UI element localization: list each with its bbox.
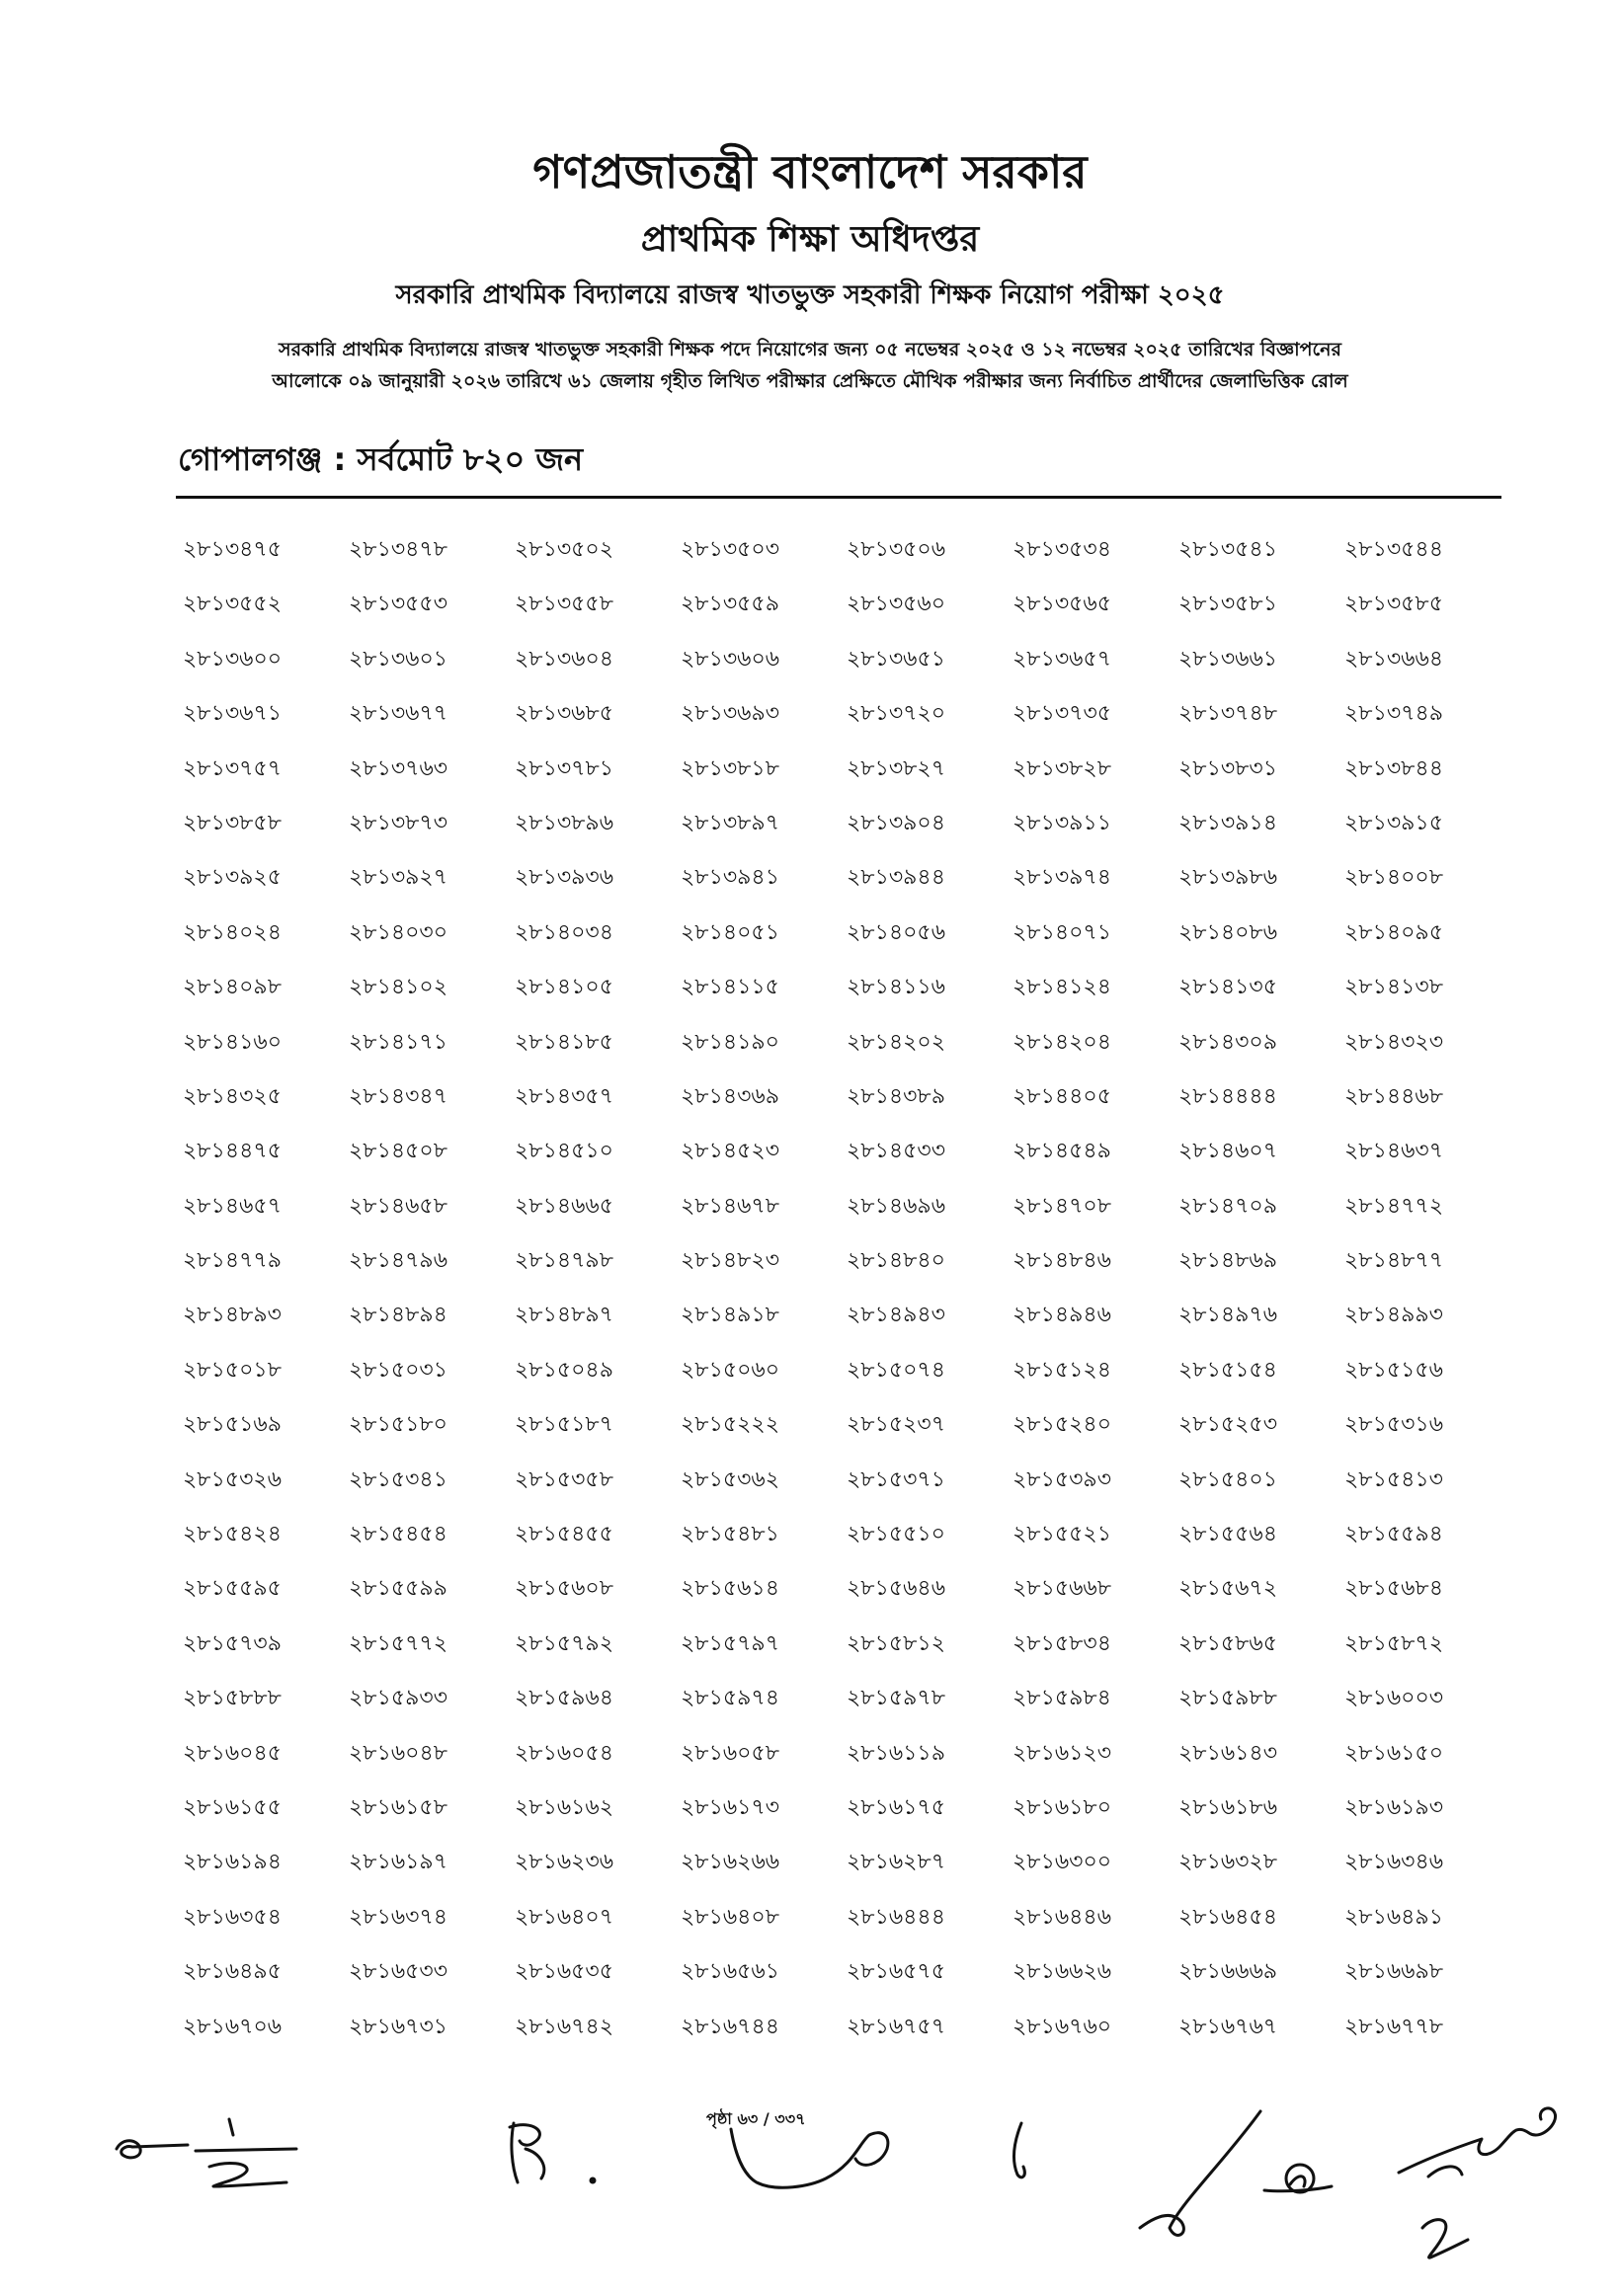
- roll-number: ২৮১৩৭৩৫: [1012, 701, 1112, 727]
- roll-number: ২৮১৪৮৬৯: [1178, 1248, 1277, 1274]
- roll-number: ২৮১৬৪৫৪: [1178, 1904, 1277, 1930]
- roll-number: ২৮১৪৯১৮: [681, 1303, 779, 1328]
- roll-number: ২৮১৫১৫৬: [1344, 1357, 1443, 1383]
- department-title: প্রাথমিক শিক্ষা অধিদপ্তর: [640, 219, 980, 260]
- roll-number: ২৮১৩৯১৪: [1178, 810, 1277, 835]
- roll-number: ২৮১৫১৮০: [349, 1412, 447, 1438]
- roll-number: ২৮১৬৩০০: [1012, 1850, 1112, 1875]
- roll-number-grid: [183, 536, 1506, 2068]
- roll-number: ২৮১৩৫৮১: [1178, 592, 1277, 617]
- roll-number: ২৮১৩৮২৮: [1012, 755, 1112, 781]
- roll-number: ২৮১৩৫৫২: [183, 592, 283, 617]
- roll-number: ২৮১৩৯১৫: [1344, 810, 1443, 835]
- roll-number: ২৮১৬৫৩৫: [515, 1959, 614, 1985]
- roll-number: ২৮১৪৪০৫: [1012, 1083, 1111, 1109]
- roll-number: ২৮১৪১১৫: [681, 975, 779, 1000]
- roll-number: ২৮১৩৫৮৫: [1344, 592, 1443, 617]
- roll-number: ২৮১৫৮৮৮: [183, 1686, 282, 1711]
- roll-number: ২৮১৬৪৪৬: [1012, 1904, 1112, 1930]
- roll-number: ২৮১৬৫৬১: [681, 1959, 780, 1985]
- roll-number: ২৮১৪৬৫৮: [349, 1193, 447, 1219]
- roll-number: ২৮১৫৪১৩: [1344, 1466, 1443, 1492]
- roll-number: ২৮১৪৩২৩: [1344, 1029, 1444, 1055]
- roll-number: ২৮১৫১৬৯: [183, 1412, 282, 1438]
- roll-number: ২৮১৫৩৬২: [681, 1466, 780, 1492]
- roll-number: ২৮১৬১৮৬: [1178, 1794, 1278, 1820]
- roll-number: ২৮১৬৪৯১: [1344, 1904, 1443, 1930]
- signature-2: [510, 2123, 595, 2182]
- roll-number: ২৮১৪৭৭৯: [183, 1248, 283, 1274]
- roll-number: ২৮১৬১৬২: [515, 1794, 614, 1820]
- roll-number: ২৮১৩৯৪৪: [847, 865, 945, 891]
- roll-number: ২৮১৫৯৭৮: [847, 1686, 945, 1711]
- roll-number: ২৮১৪১৭১: [349, 1029, 447, 1055]
- roll-number: ২৮১৪৭০৯: [1178, 1193, 1278, 1219]
- roll-number: ২৮১৩৫৬০: [847, 592, 946, 617]
- roll-number: ২৮১৫২২২: [681, 1412, 780, 1438]
- roll-number: ২৮১৬০৫৮: [681, 1740, 780, 1766]
- roll-number: ২৮১৬০৫৪: [515, 1740, 614, 1766]
- roll-number: ২৮১৬০৪৫: [183, 1740, 283, 1766]
- notice-line-1: সরকারি প্রাথমিক বিদ্যালয়ে রাজস্ব খাতভুক্ত সহকারী শিক্ষক পদে নিয়োগের জন্য ০৫ নভেম্বর ২০২৫ ও ১২ নভেম্বর ২০২৫ তারিখের বিজ্ঞাপনের: [279, 339, 1341, 360]
- roll-number: ২৮১৪৮৪৬: [1012, 1248, 1111, 1274]
- roll-number: ২৮১৬৩৭৪: [349, 1904, 448, 1930]
- roll-number: ২৮১৫৭৯২: [515, 1630, 614, 1656]
- roll-number: ২৮১৫৩৭১: [847, 1466, 946, 1492]
- roll-number: ২৮১৪৭০৮: [1012, 1193, 1112, 1219]
- roll-number: ২৮১৪১০২: [349, 975, 448, 1000]
- roll-number: ২৮১৫৫৯৪: [1344, 1522, 1443, 1547]
- roll-number: ২৮১৪০৯৮: [183, 975, 282, 1000]
- roll-number: ২৮১৪০৩০: [349, 919, 448, 945]
- roll-number: ২৮১৬৪০৭: [515, 1904, 614, 1930]
- roll-number: ২৮১৬১৫৫: [183, 1794, 282, 1820]
- roll-number: ২৮১৫৬৪৬: [847, 1576, 946, 1602]
- roll-number: ২৮১৩৭৪৯: [1344, 701, 1444, 727]
- notice-line-2: আলোকে ০৯ জানুয়ারী ২০২৬ তারিখে ৬১ জেলায় গৃহীত লিখিত পরীক্ষার প্রেক্ষিতে মৌখিক পরীক্ষার জন্য নির্বাচিত প্রার্থীদের জেলাভিত্তিক রোল: [272, 370, 1348, 392]
- roll-number: ২৮১৩৫৪৪: [1344, 537, 1443, 562]
- roll-number: ২৮১৬১৫৮: [349, 1794, 447, 1820]
- roll-number: ২৮১৩৬৮৫: [515, 701, 614, 727]
- roll-number: ২৮১৪৭৭২: [1344, 1193, 1444, 1219]
- roll-number: ২৮১৪১৩৫: [1178, 975, 1277, 1000]
- roll-number: ২৮১৫৩৫৮: [515, 1466, 613, 1492]
- roll-number: ২৮১৫৫১০: [847, 1522, 945, 1547]
- roll-number: ২৮১৫৩৯৩: [1012, 1466, 1112, 1492]
- roll-number: ২৮১৪০৫৬: [847, 919, 946, 945]
- roll-number: ২৮১৪৫২৩: [681, 1139, 780, 1164]
- roll-number: ২৮১৪১১৬: [847, 975, 945, 1000]
- roll-number: ২৮১৩৬৬১: [1178, 646, 1278, 672]
- roll-number: ২৮১৫৮৭২: [1344, 1630, 1444, 1656]
- roll-number: ২৮১৬১৭৫: [847, 1794, 946, 1820]
- roll-number: ২৮১৪৯৪৬: [1012, 1303, 1111, 1328]
- roll-number: ২৮১৩৯৮৬: [1178, 865, 1278, 891]
- roll-number: ২৮১৩৭৮১: [515, 755, 614, 781]
- roll-number: ২৮১৫৩২৬: [183, 1466, 283, 1492]
- roll-number: ২৮১৪৭৯৮: [515, 1248, 613, 1274]
- roll-number: ২৮১৩৯২৫: [183, 865, 283, 891]
- roll-number: ২৮১৬৩৪৬: [1344, 1850, 1444, 1875]
- roll-number: ২৮১৫২৪০: [1012, 1412, 1112, 1438]
- roll-number: ২৮১৪৩৫৭: [515, 1083, 614, 1109]
- roll-number: ২৮১৫৯৮৮: [1178, 1686, 1277, 1711]
- signature-3: [731, 2129, 888, 2187]
- roll-number: ২৮১৪১৮৫: [515, 1029, 613, 1055]
- roll-number: ২৮১৫৯৮৪: [1012, 1686, 1111, 1711]
- roll-number: ২৮১৪০৮৬: [1178, 919, 1278, 945]
- roll-number: ২৮১৪৯৯৩: [1344, 1303, 1443, 1328]
- roll-number: ২৮১৬৬৬৯: [1178, 1959, 1278, 1985]
- roll-number: ২৮১৫৩১৬: [1344, 1412, 1444, 1438]
- roll-number: ২৮১৪১৩৮: [1344, 975, 1443, 1000]
- roll-number: ২৮১৪৫৩৩: [847, 1139, 946, 1164]
- roll-number: ২৮১৪৬৯৬: [847, 1193, 946, 1219]
- roll-number: ২৮১৩৫০৬: [847, 537, 946, 562]
- roll-number: ২৮১৪৯৭৬: [1178, 1303, 1278, 1328]
- roll-number: ২৮১৩৬০০: [183, 646, 283, 672]
- roll-number: ২৮১৬৫৭৫: [847, 1959, 946, 1985]
- roll-number: ২৮১৩৫৫৯: [681, 592, 779, 617]
- roll-number: ২৮১৫১২৪: [1012, 1357, 1111, 1383]
- roll-number: ২৮১৩৭২০: [847, 701, 946, 727]
- roll-number: ২৮১৬৭৬৭: [1178, 2014, 1278, 2039]
- roll-number: ২৮১৫৭৭২: [349, 1630, 448, 1656]
- roll-number: ২৮১৩৫০৩: [681, 537, 780, 562]
- roll-number: ২৮১৪২০৪: [1012, 1029, 1112, 1055]
- roll-number: ২৮১৪৮৪০: [847, 1248, 945, 1274]
- roll-number: ২৮১৫৩৪১: [349, 1466, 447, 1492]
- roll-number: ২৮১৩৬৭১: [183, 701, 283, 727]
- signature-1: [117, 2119, 296, 2186]
- roll-number: ২৮১৩৬০১: [349, 646, 448, 672]
- roll-number: ২৮১৩৮৯৭: [681, 810, 780, 835]
- roll-number: ২৮১৬৪৯৫: [183, 1959, 282, 1985]
- roll-number: ২৮১৪৪৪৪: [1178, 1083, 1277, 1109]
- roll-number: ২৮১৪৯৪৩: [847, 1303, 945, 1328]
- roll-number: ২৮১৩৫৪১: [1178, 537, 1277, 562]
- roll-number: ২৮১৪১৬০: [183, 1029, 283, 1055]
- roll-number: ২৮১৪৩৮৯: [847, 1083, 945, 1109]
- roll-number: ২৮১৪৮৯৭: [515, 1303, 613, 1328]
- roll-number: ২৮১৪১৯০: [681, 1029, 779, 1055]
- roll-number: ২৮১৩৮৫৮: [183, 810, 282, 835]
- roll-number: ২৮১৬১২৩: [1012, 1740, 1112, 1766]
- roll-number: ২৮১৫৮৬৫: [1178, 1630, 1277, 1656]
- roll-number: ২৮১৪৫৪৯: [1012, 1139, 1111, 1164]
- roll-number: ২৮১৫৪৮১: [681, 1522, 779, 1547]
- roll-number: ২৮১৫৪০১: [1178, 1466, 1277, 1492]
- roll-number: ২৮১৬৭৩১: [349, 2014, 448, 2039]
- roll-number: ২৮১৫০৬০: [681, 1357, 780, 1383]
- roll-number: ২৮১৫৭৩৯: [183, 1630, 283, 1656]
- exam-title: সরকারি প্রাথমিক বিদ্যালয়ে রাজস্ব খাতভুক্ত সহকারী শিক্ষক নিয়োগ পরীক্ষা ২০২৫: [395, 280, 1225, 310]
- roll-number: ২৮১৫৫২১: [1012, 1522, 1111, 1547]
- roll-number: ২৮১৪৪৬৮: [1344, 1083, 1443, 1109]
- roll-number: ২৮১৬০০৩: [1344, 1686, 1444, 1711]
- roll-number: ২৮১৬২৩৬: [515, 1850, 614, 1875]
- roll-number: ২৮১৩৫৫৮: [515, 592, 613, 617]
- roll-number: ২৮১৪৩২৫: [183, 1083, 283, 1109]
- roll-number: ২৮১৩৯০৪: [847, 810, 946, 835]
- roll-number: ২৮১৪৮৯৩: [183, 1303, 282, 1328]
- roll-number: ২৮১৬৩৫৪: [183, 1904, 283, 1930]
- district-heading: গোপালগঞ্জ : সর্বমোট ৮২০ জন: [178, 440, 584, 478]
- roll-number: ২৮১৫০৭৪: [847, 1357, 946, 1383]
- roll-number: ২৮১৩৫০২: [515, 537, 614, 562]
- roll-number: ২৮১৫৬০৮: [515, 1576, 614, 1602]
- signature-4: [1014, 2123, 1025, 2177]
- roll-number: ২৮১৪৬০৭: [1178, 1139, 1278, 1164]
- roll-number: ২৮১৬৭৭৮: [1344, 2014, 1444, 2039]
- roll-number: ২৮১৫৪৫৪: [349, 1522, 447, 1547]
- roll-number: ২৮১৬১৭৩: [681, 1794, 780, 1820]
- roll-number: ২৮১৩৯৪১: [681, 865, 779, 891]
- roll-number: ২৮১৩৮১৮: [681, 755, 779, 781]
- roll-number: ২৮১৪৬৩৭: [1344, 1139, 1444, 1164]
- roll-number: ২৮১৪৩০৯: [1178, 1029, 1278, 1055]
- roll-number: ২৮১৫৬৮৪: [1344, 1576, 1443, 1602]
- signatures-area: [0, 2084, 1620, 2296]
- roll-number: ২৮১৪১০৫: [515, 975, 613, 1000]
- roll-number: ২৮১৩৯২৭: [349, 865, 448, 891]
- roll-number: ২৮১৬৬৯৮: [1344, 1959, 1444, 1985]
- roll-number: ২৮১৫৭৯৭: [681, 1630, 780, 1656]
- roll-number: ২৮১৫৮৩৪: [1012, 1630, 1111, 1656]
- roll-number: ২৮১৬৭৫৭: [847, 2014, 946, 2039]
- roll-number: ২৮১৪৬৬৫: [515, 1193, 614, 1219]
- roll-number: ২৮১৩৮৪৪: [1344, 755, 1443, 781]
- roll-number: ২৮১৬২৬৬: [681, 1850, 780, 1875]
- roll-number: ২৮১৪৩৪৭: [349, 1083, 448, 1109]
- roll-number: ২৮১৫৪৫৫: [515, 1522, 613, 1547]
- roll-number: ২৮১৬৬২৬: [1012, 1959, 1112, 1985]
- roll-number: ২৮১৬১৮০: [1012, 1794, 1112, 1820]
- roll-number: ২৮১৪৮৭৭: [1344, 1248, 1444, 1274]
- roll-number: ২৮১৫১৫৪: [1178, 1357, 1277, 1383]
- roll-number: ২৮১৪৬৭৮: [681, 1193, 780, 1219]
- roll-number: ২৮১৩৬৫১: [847, 646, 946, 672]
- roll-number: ২৮১৬১৯৭: [349, 1850, 448, 1875]
- page-number: পৃষ্ঠা ৬৩ / ৩৩৭: [706, 2109, 806, 2128]
- roll-number: ২৮১৪৫০৮: [349, 1139, 447, 1164]
- roll-number: ২৮১৬০৪৮: [349, 1740, 448, 1766]
- roll-number: ২৮১৫৯৭৪: [681, 1686, 779, 1711]
- roll-number: ২৮১৬৭০৬: [183, 2014, 283, 2039]
- roll-number: ২৮১৪৫১০: [515, 1139, 613, 1164]
- roll-number: ২৮১৬১৯৩: [1344, 1794, 1444, 1820]
- roll-number: ২৮১৪০০৮: [1344, 865, 1444, 891]
- roll-number: ২৮১৩৫৬৫: [1012, 592, 1112, 617]
- roll-number: ২৮১৪১২৪: [1012, 975, 1111, 1000]
- roll-number: ২৮১৩৪৭৮: [349, 537, 448, 562]
- roll-number: ২৮১৬১১৯: [847, 1740, 945, 1766]
- roll-number: ২৮১৩৮২৭: [847, 755, 946, 781]
- roll-number: ২৮১৬৪০৮: [681, 1904, 780, 1930]
- roll-number: ২৮১৫৮১২: [847, 1630, 945, 1656]
- signature-5: [1140, 2111, 1260, 2235]
- roll-number: ২৮১৬৭৪২: [515, 2014, 614, 2039]
- roll-number: ২৮১৫০১৮: [183, 1357, 282, 1383]
- roll-number: ২৮১৩৫৫৩: [349, 592, 448, 617]
- signature-6: [1264, 2165, 1332, 2192]
- roll-number: ২৮১৫১৮৭: [515, 1412, 613, 1438]
- roll-number: ২৮১৬১৯৪: [183, 1850, 282, 1875]
- roll-number: ২৮১৪৩৬৯: [681, 1083, 780, 1109]
- roll-number: ২৮১৪০৯৫: [1344, 919, 1443, 945]
- roll-number: ২৮১৪০৭১: [1012, 919, 1112, 945]
- roll-number: ২৮১৩৬০৪: [515, 646, 614, 672]
- roll-number: ২৮১৪০৫১: [681, 919, 779, 945]
- roll-number: ২৮১৬৭৬০: [1012, 2014, 1112, 2039]
- roll-number: ২৮১৬৭৪৪: [681, 2014, 780, 2039]
- roll-number: ২৮১৫৬১৪: [681, 1576, 779, 1602]
- roll-number: ২৮১৩৬৭৭: [349, 701, 448, 727]
- roll-number: ২৮১৫৫৯৯: [349, 1576, 447, 1602]
- roll-number: ২৮১৫৫৬৪: [1178, 1522, 1277, 1547]
- roll-number: ২৮১৬৫৩৩: [349, 1959, 448, 1985]
- roll-number: ২৮১৩৮৯৬: [515, 810, 614, 835]
- roll-number: ২৮১৪০২৪: [183, 919, 283, 945]
- roll-number: ২৮১৫৬৬৮: [1012, 1576, 1112, 1602]
- roll-number: ২৮১৬৪৪৪: [847, 1904, 945, 1930]
- roll-number: ২৮১৫২৩৭: [847, 1412, 946, 1438]
- roll-number: ২৮১৬২৮৭: [847, 1850, 946, 1875]
- roll-number: ২৮১৩৯৩৬: [515, 865, 614, 891]
- roll-number: ২৮১৩৯৭৪: [1012, 865, 1112, 891]
- page-title: গণপ্রজাতন্ত্রী বাংলাদেশ সরকার: [532, 145, 1088, 198]
- roll-number: ২৮১৬১৪৩: [1178, 1740, 1278, 1766]
- roll-number: ২৮১৩৮৩১: [1178, 755, 1278, 781]
- roll-number: ২৮১৩৮৭৩: [349, 810, 448, 835]
- roll-number: ২৮১৬৩২৮: [1178, 1850, 1278, 1875]
- roll-number: ২৮১৩৪৭৫: [183, 537, 283, 562]
- roll-number: ২৮১৩৯১১: [1012, 810, 1111, 835]
- roll-number: ২৮১৪৮৯৪: [349, 1303, 447, 1328]
- roll-number: ২৮১৫৯৩৩: [349, 1686, 448, 1711]
- signature-7: [1399, 2108, 1556, 2257]
- roll-number: ২৮১৫৫৯৫: [183, 1576, 282, 1602]
- roll-number: ২৮১৩৬৯৩: [681, 701, 780, 727]
- roll-number: ২৮১৩৫৩৪: [1012, 537, 1112, 562]
- roll-number: ২৮১৩৭৫৭: [183, 755, 283, 781]
- roll-number: ২৮১৪৬৫৭: [183, 1193, 283, 1219]
- roll-number: ২৮১৫০৪৯: [515, 1357, 613, 1383]
- roll-number: ২৮১৩৭৬৩: [349, 755, 448, 781]
- roll-number: ২৮১৩৬৬৪: [1344, 646, 1444, 672]
- roll-number: ২৮১৪৭৯৬: [349, 1248, 448, 1274]
- roll-number: ২৮১৫৪২৪: [183, 1522, 282, 1547]
- roll-number: ২৮১৫০৩১: [349, 1357, 448, 1383]
- roll-number: ২৮১৫৯৬৪: [515, 1686, 613, 1711]
- roll-number: ২৮১৩৬৫৭: [1012, 646, 1112, 672]
- heading-divider: [176, 496, 1501, 499]
- roll-number: ২৮১৫৬৭২: [1178, 1576, 1278, 1602]
- roll-number: ২৮১৪২০২: [847, 1029, 946, 1055]
- roll-number: ২৮১৪০৩৪: [515, 919, 614, 945]
- roll-number: ২৮১৪৪৭৫: [183, 1139, 282, 1164]
- roll-number: ২৮১৪৮২৩: [681, 1248, 780, 1274]
- roll-number: ২৮১৬১৫০: [1344, 1740, 1444, 1766]
- roll-number: ২৮১৩৬০৬: [681, 646, 780, 672]
- roll-number: ২৮১৫২৫৩: [1178, 1412, 1278, 1438]
- roll-number: ২৮১৩৭৪৮: [1178, 701, 1278, 727]
